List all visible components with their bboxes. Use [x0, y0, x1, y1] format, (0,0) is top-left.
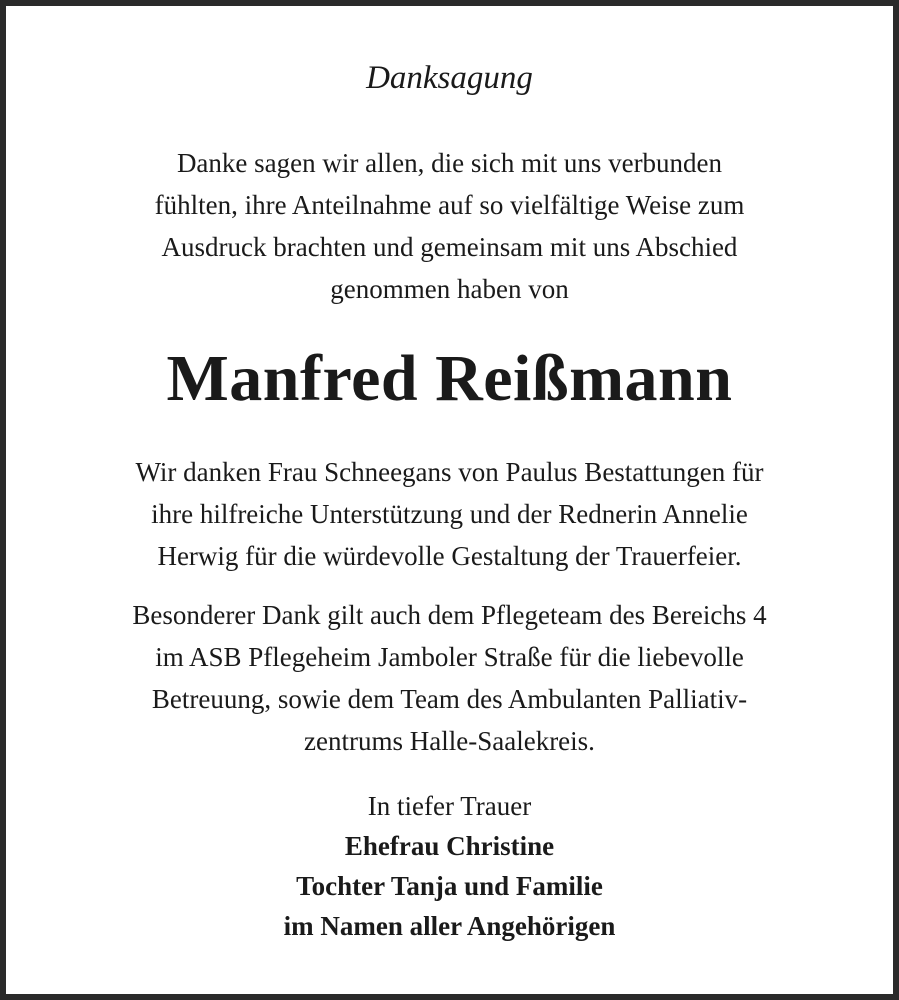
intro-line: Danke sagen wir allen, die sich mit uns verbunden [176, 148, 723, 178]
mourner-line: Tochter Tanja und Familie [296, 871, 603, 901]
intro-line: fühlten, ihre Anteilnahme auf so vielfältige Weise zum [154, 190, 745, 220]
thanks-paragraph-2 [36, 594, 863, 762]
thanks-line: Betreuung, sowie dem Team des Ambulanten Palliativ- [151, 684, 748, 714]
intro-line: genommen haben von [330, 274, 569, 304]
thanks-line: Wir danken Frau Schneegans von Paulus Bestattungen für [135, 457, 764, 487]
thanks-paragraph-1 [36, 451, 863, 577]
thanks-line: zentrums Halle-Saalekreis. [304, 726, 595, 756]
heading: Danksagung [366, 60, 533, 96]
intro-paragraph [36, 142, 863, 310]
thanks-line: Herwig für die würdevolle Gestaltung der Trauerfeier. [157, 541, 742, 571]
thanks-line: ihre hilfreiche Unterstützung und der Rednerin Annelie [151, 499, 748, 529]
deceased-name: Manfred Reißmann [166, 342, 733, 415]
mourner-line: Ehefrau Christine [344, 831, 555, 861]
closing-phrase: In tiefer Trauer [367, 791, 532, 821]
intro-line: Ausdruck brachten und gemeinsam mit uns Abschied [161, 232, 738, 262]
closing-block [6, 786, 893, 946]
thanks-line: im ASB Pflegeheim Jamboler Straße für die liebevolle [155, 642, 744, 672]
mourner-line: im Namen aller Angehörigen [283, 911, 616, 941]
thanks-line: Besonderer Dank gilt auch dem Pflegeteam des Bereichs 4 [132, 600, 767, 630]
